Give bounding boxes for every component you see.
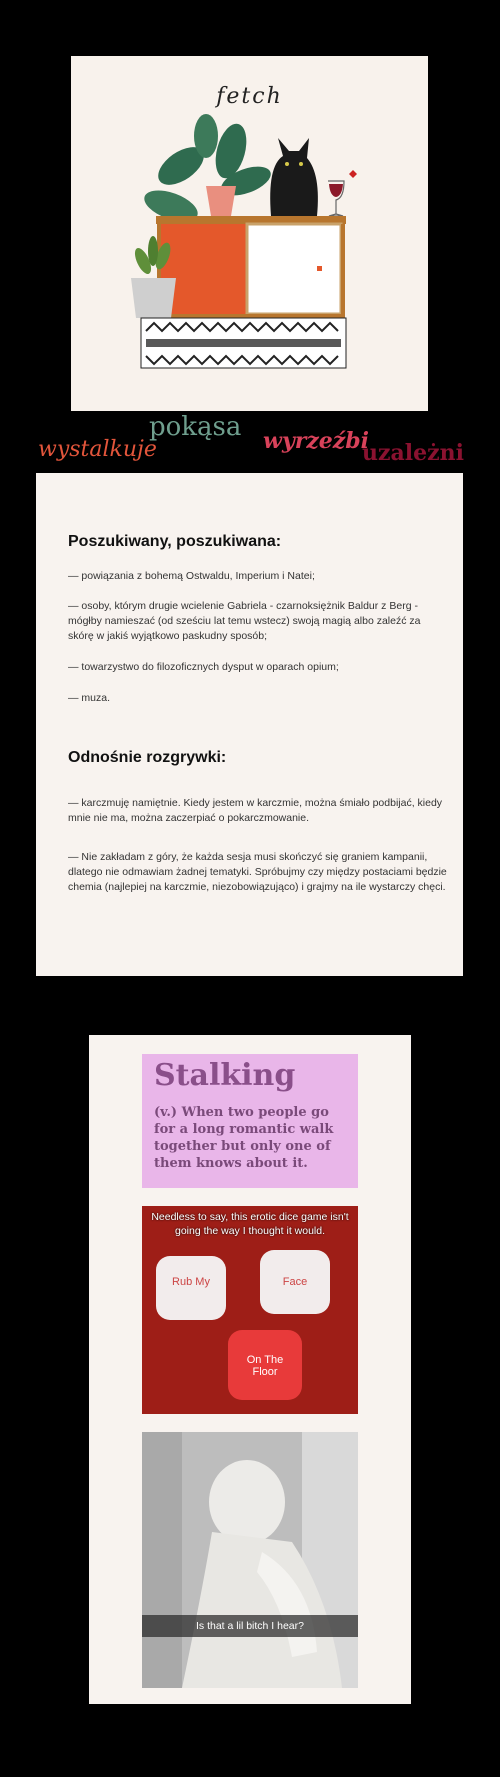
dice-meme [142, 1206, 358, 1414]
die-white-right [260, 1250, 330, 1314]
stalking-title: Stalking [154, 1058, 296, 1093]
wanted-item: — muza. [68, 692, 111, 704]
cat-cabinet-illustration [71, 56, 428, 411]
statue-meme [142, 1432, 358, 1688]
statue-caption: Is that a lil bitch I hear? [142, 1615, 358, 1637]
gameplay-item: — Nie zakładam z góry, że każda sesja musi skończyć się graniem kampanii, dlatego nie odmawiam żadnej tematyki. Spróbujmy czy między postaciami będzie chemia (najlepiej na karczmie, niezobowiązująco) i grajmy na ile wystarczy chęci. [68, 851, 447, 893]
die-red [228, 1330, 302, 1400]
plant-leaves [140, 114, 274, 228]
die-white-left [156, 1256, 226, 1320]
illustration-card [71, 56, 428, 411]
heading-wanted: Poszukiwany, poszukiwana: [68, 533, 282, 550]
wanted-item: — powiązania z bohemą Ostwaldu, Imperium i Natei; [68, 570, 315, 582]
tagline-pokasa: pokąsa [149, 412, 242, 442]
meme-card [89, 1035, 411, 1704]
tagline-uzalezni: uzależni [362, 440, 464, 466]
die-label: On The Floor [246, 1354, 284, 1378]
heading-gameplay: Odnośnie rozgrywki: [68, 749, 227, 766]
stalking-definition: (v.) When two people go for a long romantic walk together but only one of them knows about it. [154, 1105, 334, 1171]
tagline-wyrzezbi: wyrzeźbi [263, 428, 370, 454]
info-panel [36, 473, 463, 976]
tagline-wystalkuje: wystalkuje [38, 437, 157, 462]
stalking-definition-meme [142, 1054, 358, 1188]
dice-caption: Needless to say, this erotic dice game isn't going the way I thought it would. [151, 1211, 349, 1237]
die-label: Rub My [172, 1276, 210, 1288]
wanted-item: — osoby, którym drugie wcielenie Gabriela - czarnoksiężnik Baldur z Berg - mógłby namieszać (od sześciu lat temu wstecz) swoją magią albo zaleźć za skórę w jakiś wyjątkowo paskudny sposób; [68, 600, 421, 642]
wanted-item: — towarzystwo do filozoficznych dysput w oparach opium; [68, 661, 339, 673]
statue-illustration [142, 1432, 358, 1688]
illustration-title: fetch [216, 84, 283, 109]
die-label: Face [282, 1276, 308, 1288]
gameplay-item: — karczmuję namiętnie. Kiedy jestem w karczmie, można śmiało podbijać, kiedy mnie nie ma, można zaczerpiać o pokarczmowanie. [68, 797, 443, 824]
